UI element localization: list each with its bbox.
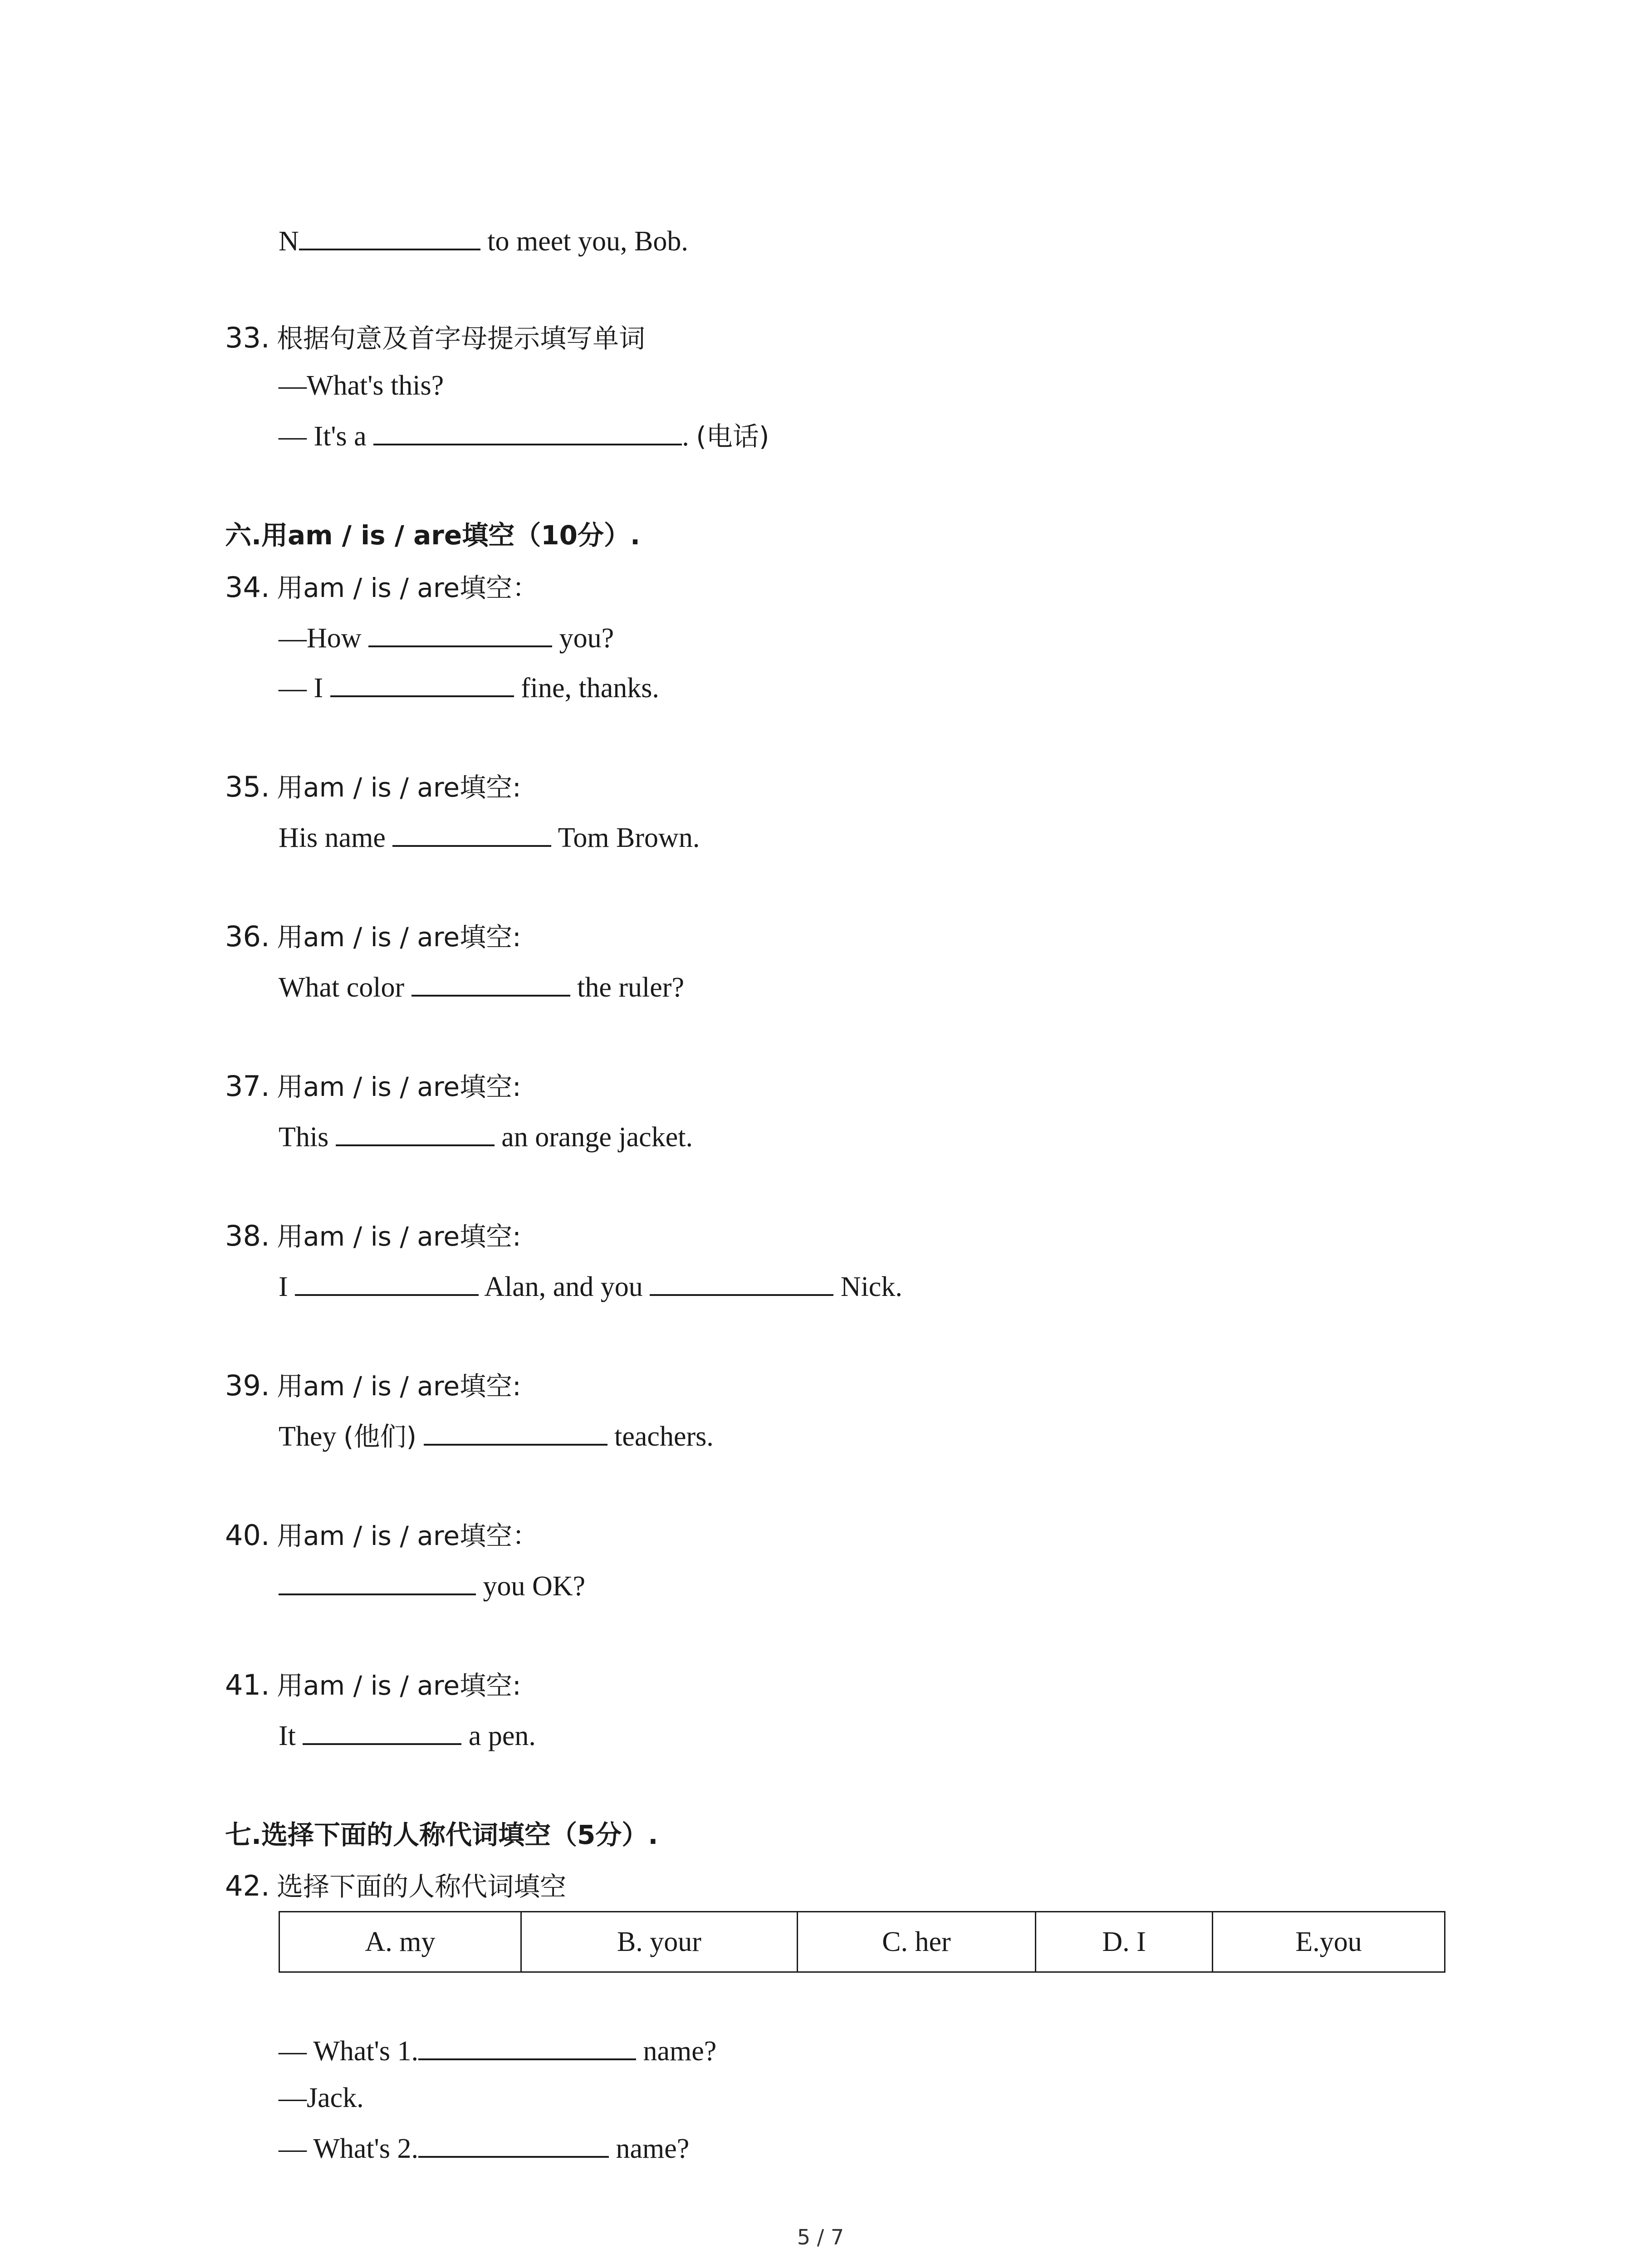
q32-blank[interactable] bbox=[299, 222, 480, 250]
q38-blank-1[interactable] bbox=[295, 1268, 479, 1296]
q42-blank-1[interactable] bbox=[418, 2032, 636, 2060]
q33-line2: — It's a . (电话) bbox=[279, 417, 769, 455]
q42-title: 42. 选择下面的人称代词填空 bbox=[225, 1869, 567, 1902]
q39-sentence: They (他们) teachers. bbox=[279, 1418, 714, 1455]
q34-line2: — I fine, thanks. bbox=[279, 669, 659, 706]
q37-title: 37. 用am / is / are填空: bbox=[225, 1070, 521, 1103]
section-6-heading: 六.用am / is / are填空（10分）. bbox=[225, 520, 640, 551]
q42-blank-2[interactable] bbox=[418, 2130, 609, 2158]
q40-title: 40. 用am / is / are填空： bbox=[225, 1519, 539, 1552]
option-c: C. her bbox=[797, 1912, 1035, 1972]
pronoun-options-table bbox=[279, 1911, 1445, 1973]
q42-line2: —Jack. bbox=[279, 2082, 364, 2113]
q33-line1: —What's this? bbox=[279, 370, 444, 401]
q36-sentence: What color the ruler? bbox=[279, 968, 684, 1006]
q38-sentence: I Alan, and you Nick. bbox=[279, 1268, 902, 1305]
q38-title: 38. 用am / is / are填空: bbox=[225, 1219, 521, 1252]
option-b: B. your bbox=[521, 1912, 798, 1972]
q41-blank[interactable] bbox=[303, 1717, 461, 1745]
q35-title: 35. 用am / is / are填空: bbox=[225, 770, 521, 803]
q34-title: 34. 用am / is / are填空： bbox=[225, 571, 539, 604]
q40-blank[interactable] bbox=[279, 1567, 476, 1595]
q39-title: 39. 用am / is / are填空: bbox=[225, 1369, 521, 1402]
q36-title: 36. 用am / is / are填空: bbox=[225, 920, 521, 953]
q33-blank[interactable] bbox=[373, 417, 682, 445]
q37-sentence: This an orange jacket. bbox=[279, 1118, 693, 1155]
q34-line1: —How you? bbox=[279, 619, 614, 656]
q38-blank-2[interactable] bbox=[650, 1268, 833, 1296]
q40-sentence: you OK? bbox=[279, 1567, 585, 1604]
q35-blank[interactable] bbox=[392, 819, 551, 847]
q39-blank[interactable] bbox=[424, 1418, 607, 1446]
page-number: 5 / 7 bbox=[797, 2225, 844, 2249]
option-a: A. my bbox=[279, 1912, 521, 1972]
q32-sentence: N to meet you, Bob. bbox=[279, 222, 688, 259]
q37-blank[interactable] bbox=[336, 1118, 495, 1146]
q42-line1: — What's 1. name? bbox=[279, 2032, 716, 2069]
q41-title: 41. 用am / is / are填空: bbox=[225, 1668, 521, 1701]
q35-sentence: His name Tom Brown. bbox=[279, 819, 700, 856]
section-7-heading: 七.选择下面的人称代词填空（5分）. bbox=[225, 1819, 658, 1850]
option-d: D. I bbox=[1035, 1912, 1212, 1972]
q42-line3: — What's 2. name? bbox=[279, 2130, 689, 2167]
q36-blank[interactable] bbox=[411, 968, 570, 997]
q33-title: 33. 根据句意及首字母提示填写单词 bbox=[225, 321, 646, 354]
option-e: E.you bbox=[1213, 1912, 1445, 1972]
q34-blank-2[interactable] bbox=[330, 669, 514, 697]
q34-blank-1[interactable] bbox=[368, 619, 552, 647]
q41-sentence: It a pen. bbox=[279, 1717, 536, 1754]
